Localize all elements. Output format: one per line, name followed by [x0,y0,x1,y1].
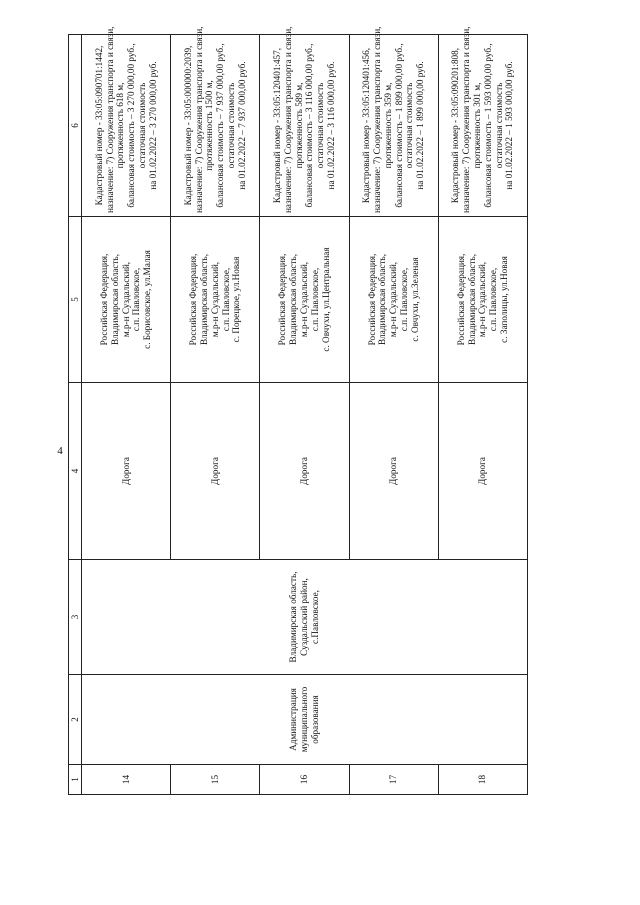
location-line: м.р-н Суздальский, [477,261,488,338]
details-line: остаточная стоимость [404,82,415,169]
object-location [171,217,260,383]
location-line: Российская Федерация, [188,253,199,346]
location-line: Владимирская область, [109,254,120,345]
location-line: с. Заполицы, ул.Новая [499,256,510,343]
details-line: балансовая стоимость – 3 270 000,00 руб., [126,43,137,208]
details-line: протяженность 1500 м, [204,80,215,171]
details-line: Кадастровый номер - 33:05:120401:457, [272,47,283,204]
location-line: с.п. Павловское, [488,267,499,332]
location-line: м.р-н Суздальский, [120,261,131,338]
header-cell: 6 [69,35,82,217]
address-line: Суздальский район, [299,578,310,656]
location-line: Российская Федерация, [366,253,377,346]
address-line: с.Павловское, [309,590,320,644]
object-details [82,26,171,217]
header-cell: 3 [69,560,82,675]
row-number: 18 [438,765,527,795]
location-line: с.п. Павловское, [309,267,320,332]
header-cell: 2 [69,675,82,765]
object-type: Дорога [438,383,527,560]
details-line: остаточная стоимость [226,82,237,169]
details-line: Кадастровый номер - 33:05:090201:808, [450,47,461,204]
location-line: Владимирская область, [288,254,299,345]
details-line: остаточная стоимость [315,82,326,169]
row-number: 15 [171,765,260,795]
owner-cell [82,675,528,765]
header-cell: 5 [69,217,82,383]
details-line: на 01.02.2022 – 3 116 000,00 руб. [326,61,337,190]
details-line: на 01.02.2022 – 1 593 000,00 руб. [504,61,515,190]
details-line: балансовая стоимость – 3 116 000,00 руб., [304,43,315,208]
details-line: Кадастровый номер - 33:05:000000:2039, [182,45,193,206]
object-details [171,26,260,217]
owner-line: муниципального [299,686,310,753]
object-type: Дорога [171,383,260,560]
details-line: назначение: 7) Сооружения транспорта и связи, [461,26,472,213]
details-line: остаточная стоимость [493,82,504,169]
details-line: Кадастровый номер - 33:05:090701:1442, [93,45,104,206]
details-line: назначение: 7) Сооружения транспорта и связи, [282,26,293,213]
location-line: Российская Федерация, [277,253,288,346]
location-line: с.п. Павловское, [399,267,410,332]
rotated-table-container [68,26,528,795]
row-number: 16 [260,765,349,795]
details-line: остаточная стоимость [136,82,147,169]
location-line: м.р-н Суздальский, [388,261,399,338]
details-line: протяженность 618 м, [115,82,126,169]
details-line: балансовая стоимость – 7 937 000,00 руб., [215,43,226,208]
owner-line: образования [309,695,320,744]
details-line: протяженность 301 м, [472,82,483,169]
details-line: назначение: 7) Сооружения транспорта и связи, [104,26,115,213]
location-line: Российская Федерация, [99,253,110,346]
object-location [438,217,527,383]
object-type: Дорога [349,383,438,560]
property-registry-table [68,26,528,795]
object-details [438,26,527,217]
page-number: 4 [57,445,63,457]
details-line: протяженность 359 м, [382,82,393,169]
details-line: протяженность 589 м, [293,82,304,169]
header-cell: 1 [69,765,82,795]
location-line: Российская Федерация, [455,253,466,346]
object-details [260,26,349,217]
object-location [260,217,349,383]
location-line: с.п. Павловское, [220,267,231,332]
location-line: с. Овчухи, ул.Центральная [320,247,331,352]
details-line: балансовая стоимость – 1 593 000,00 руб., [482,43,493,208]
object-location [349,217,438,383]
location-line: м.р-н Суздальский, [299,261,310,338]
header-cell: 4 [69,383,82,560]
location-line: Владимирская область, [199,254,210,345]
object-type: Дорога [260,383,349,560]
location-line: с. Борисовское, ул.Малая [142,250,153,349]
details-line: назначение: 7) Сооружения транспорта и связи, [193,26,204,213]
location-line: с. Овчухи, ул.Зеленая [409,257,420,342]
details-line: на 01.02.2022 – 7 937 000,00 руб. [236,61,247,190]
header-row [69,35,82,795]
details-line: на 01.02.2022 – 3 270 000,00 руб. [147,61,158,190]
object-location [82,217,171,383]
location-line: Владимирская область, [377,254,388,345]
object-type: Дорога [82,383,171,560]
row-number: 17 [349,765,438,795]
location-line: м.р-н Суздальский, [209,261,220,338]
address-line: Владимирская область, [288,571,299,663]
location-line: с. Порецкое, ул.Новая [231,256,242,343]
details-line: назначение: 7) Сооружения транспорта и связи, [372,26,383,213]
table-row [82,35,171,795]
owner-line: Администрация [288,688,299,751]
row-number: 14 [82,765,171,795]
details-line: Кадастровый номер - 33:05:120401:456, [361,47,372,204]
details-line: на 01.02.2022 – 1 899 000,00 руб. [415,61,426,190]
location-line: с.п. Павловское, [131,267,142,332]
object-details [349,26,438,217]
details-line: балансовая стоимость – 1 899 000,00 руб., [393,43,404,208]
location-line: Владимирская область, [466,254,477,345]
address-cell [82,560,528,675]
